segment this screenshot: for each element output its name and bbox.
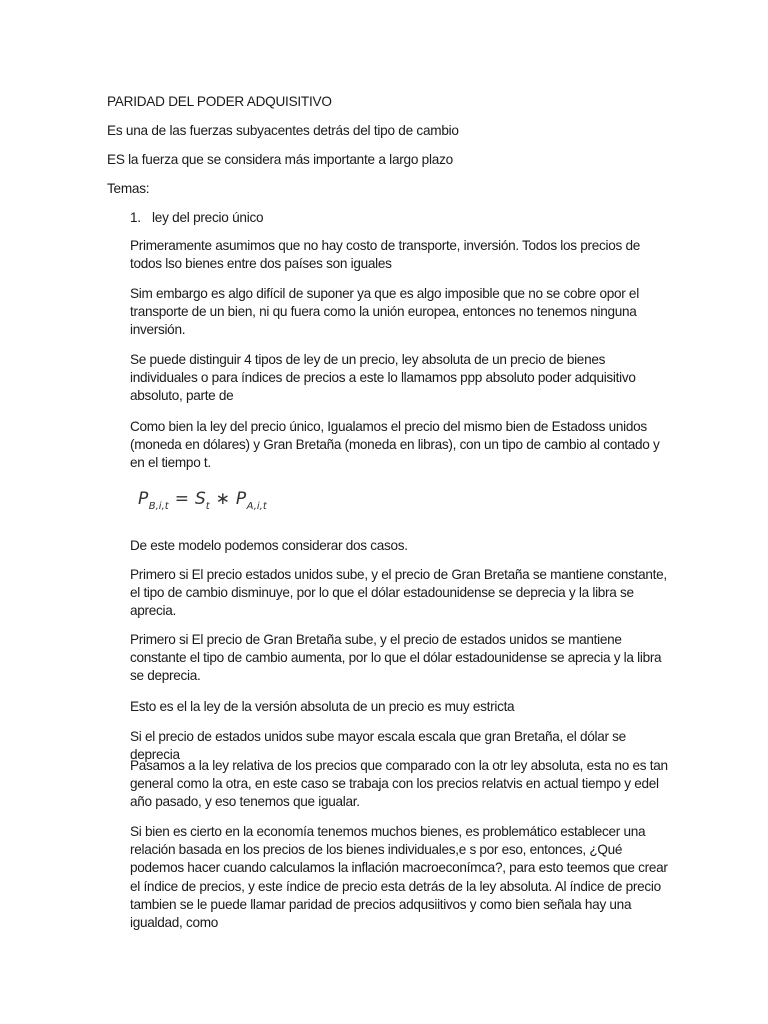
intro-line-2: ES la fuerza que se considera más importante a largo plazo bbox=[107, 152, 453, 167]
paragraph-6: Primero si El precio estados unidos sube, y el precio de Gran Bretaña se mantiene constante, el tipo de cambio disminuye, por lo que el dólar estadounidense se deprecia y la libra se aprecia. bbox=[130, 567, 667, 619]
paragraph-1: Primeramente asumimos que no hay costo de transporte, inversión. Todos los precios de todos lso bienes entre dos países son iguales bbox=[130, 238, 640, 272]
paragraph-3: Se puede distinguir 4 tipos de ley de un precio, ley absoluta de un precio de bienes individuales o para índices de precios a este lo llamamos ppp absoluto poder adquisitivo absoluto, parte de bbox=[130, 352, 636, 404]
intro-line-1: Es una de las fuerzas subyacentes detrás del tipo de cambio bbox=[107, 123, 459, 138]
paragraph-7: Primero si El precio de Gran Bretaña sube, y el precio de estados unidos se mantiene constante el tipo de cambio aumenta, por lo que el dólar estadounidense se aprecia y la libra se deprecia. bbox=[130, 632, 662, 684]
paragraph-2: Sim embargo es algo difícil de suponer ya que es algo imposible que no se cobre opor el transporte de un bien, ni qu fuera como la unión europea, entonces no tenemos ninguna inversión. bbox=[130, 286, 639, 338]
ppp-formula: $P_{B,i,t} = S_t$ ∗ $P_{A,i,t}$ bbox=[138, 489, 267, 512]
list-number: 1. bbox=[130, 210, 141, 225]
document-title: PARIDAD DEL PODER ADQUISITIVO bbox=[107, 94, 332, 109]
paragraph-11: Si bien es cierto en la economía tenemos muchos bienes, es problemático establecer una relación basada en los precios de los bienes individuales,e s por eso, entonces, ¿Qué podemos hacer cuando calculamos la inflación macroeconímca?, para esto teemos que crear el índice de precios, y este índice de precio esta detrás de la ley absoluta. Al índice de precio tambien se le puede llamar paridad de precios adqusiitivos y como bien señala hay una igualdad, como bbox=[130, 824, 668, 931]
paragraph-9: Si el precio de estados unidos sube mayor escala escala que gran Bretaña, el dólar se deprecia bbox=[130, 729, 626, 763]
list-item bbox=[130, 209, 263, 227]
list-item-text: ley del precio único bbox=[152, 210, 264, 225]
paragraph-5: De este modelo podemos considerar dos casos. bbox=[130, 538, 408, 553]
topics-label: Temas: bbox=[107, 181, 150, 196]
paragraph-10: Pasamos a la ley relativa de los precios que comparado con la otr ley absoluta, esta no es tan general como la otra, en este caso se trabaja con los precios relatvis en actual tiempo y edel año pasado, y eso tenemos que igualar. bbox=[130, 758, 668, 810]
paragraph-4: Como bien la ley del precio único, Igualamos el precio del mismo bien de Estadoss unidos (moneda en dólares) y Gran Bretaña (moneda en libras), con un tipo de cambio al contado y en el tiempo t. bbox=[130, 419, 660, 471]
paragraph-8: Esto es el la ley de la versión absoluta de un precio es muy estricta bbox=[130, 699, 515, 714]
